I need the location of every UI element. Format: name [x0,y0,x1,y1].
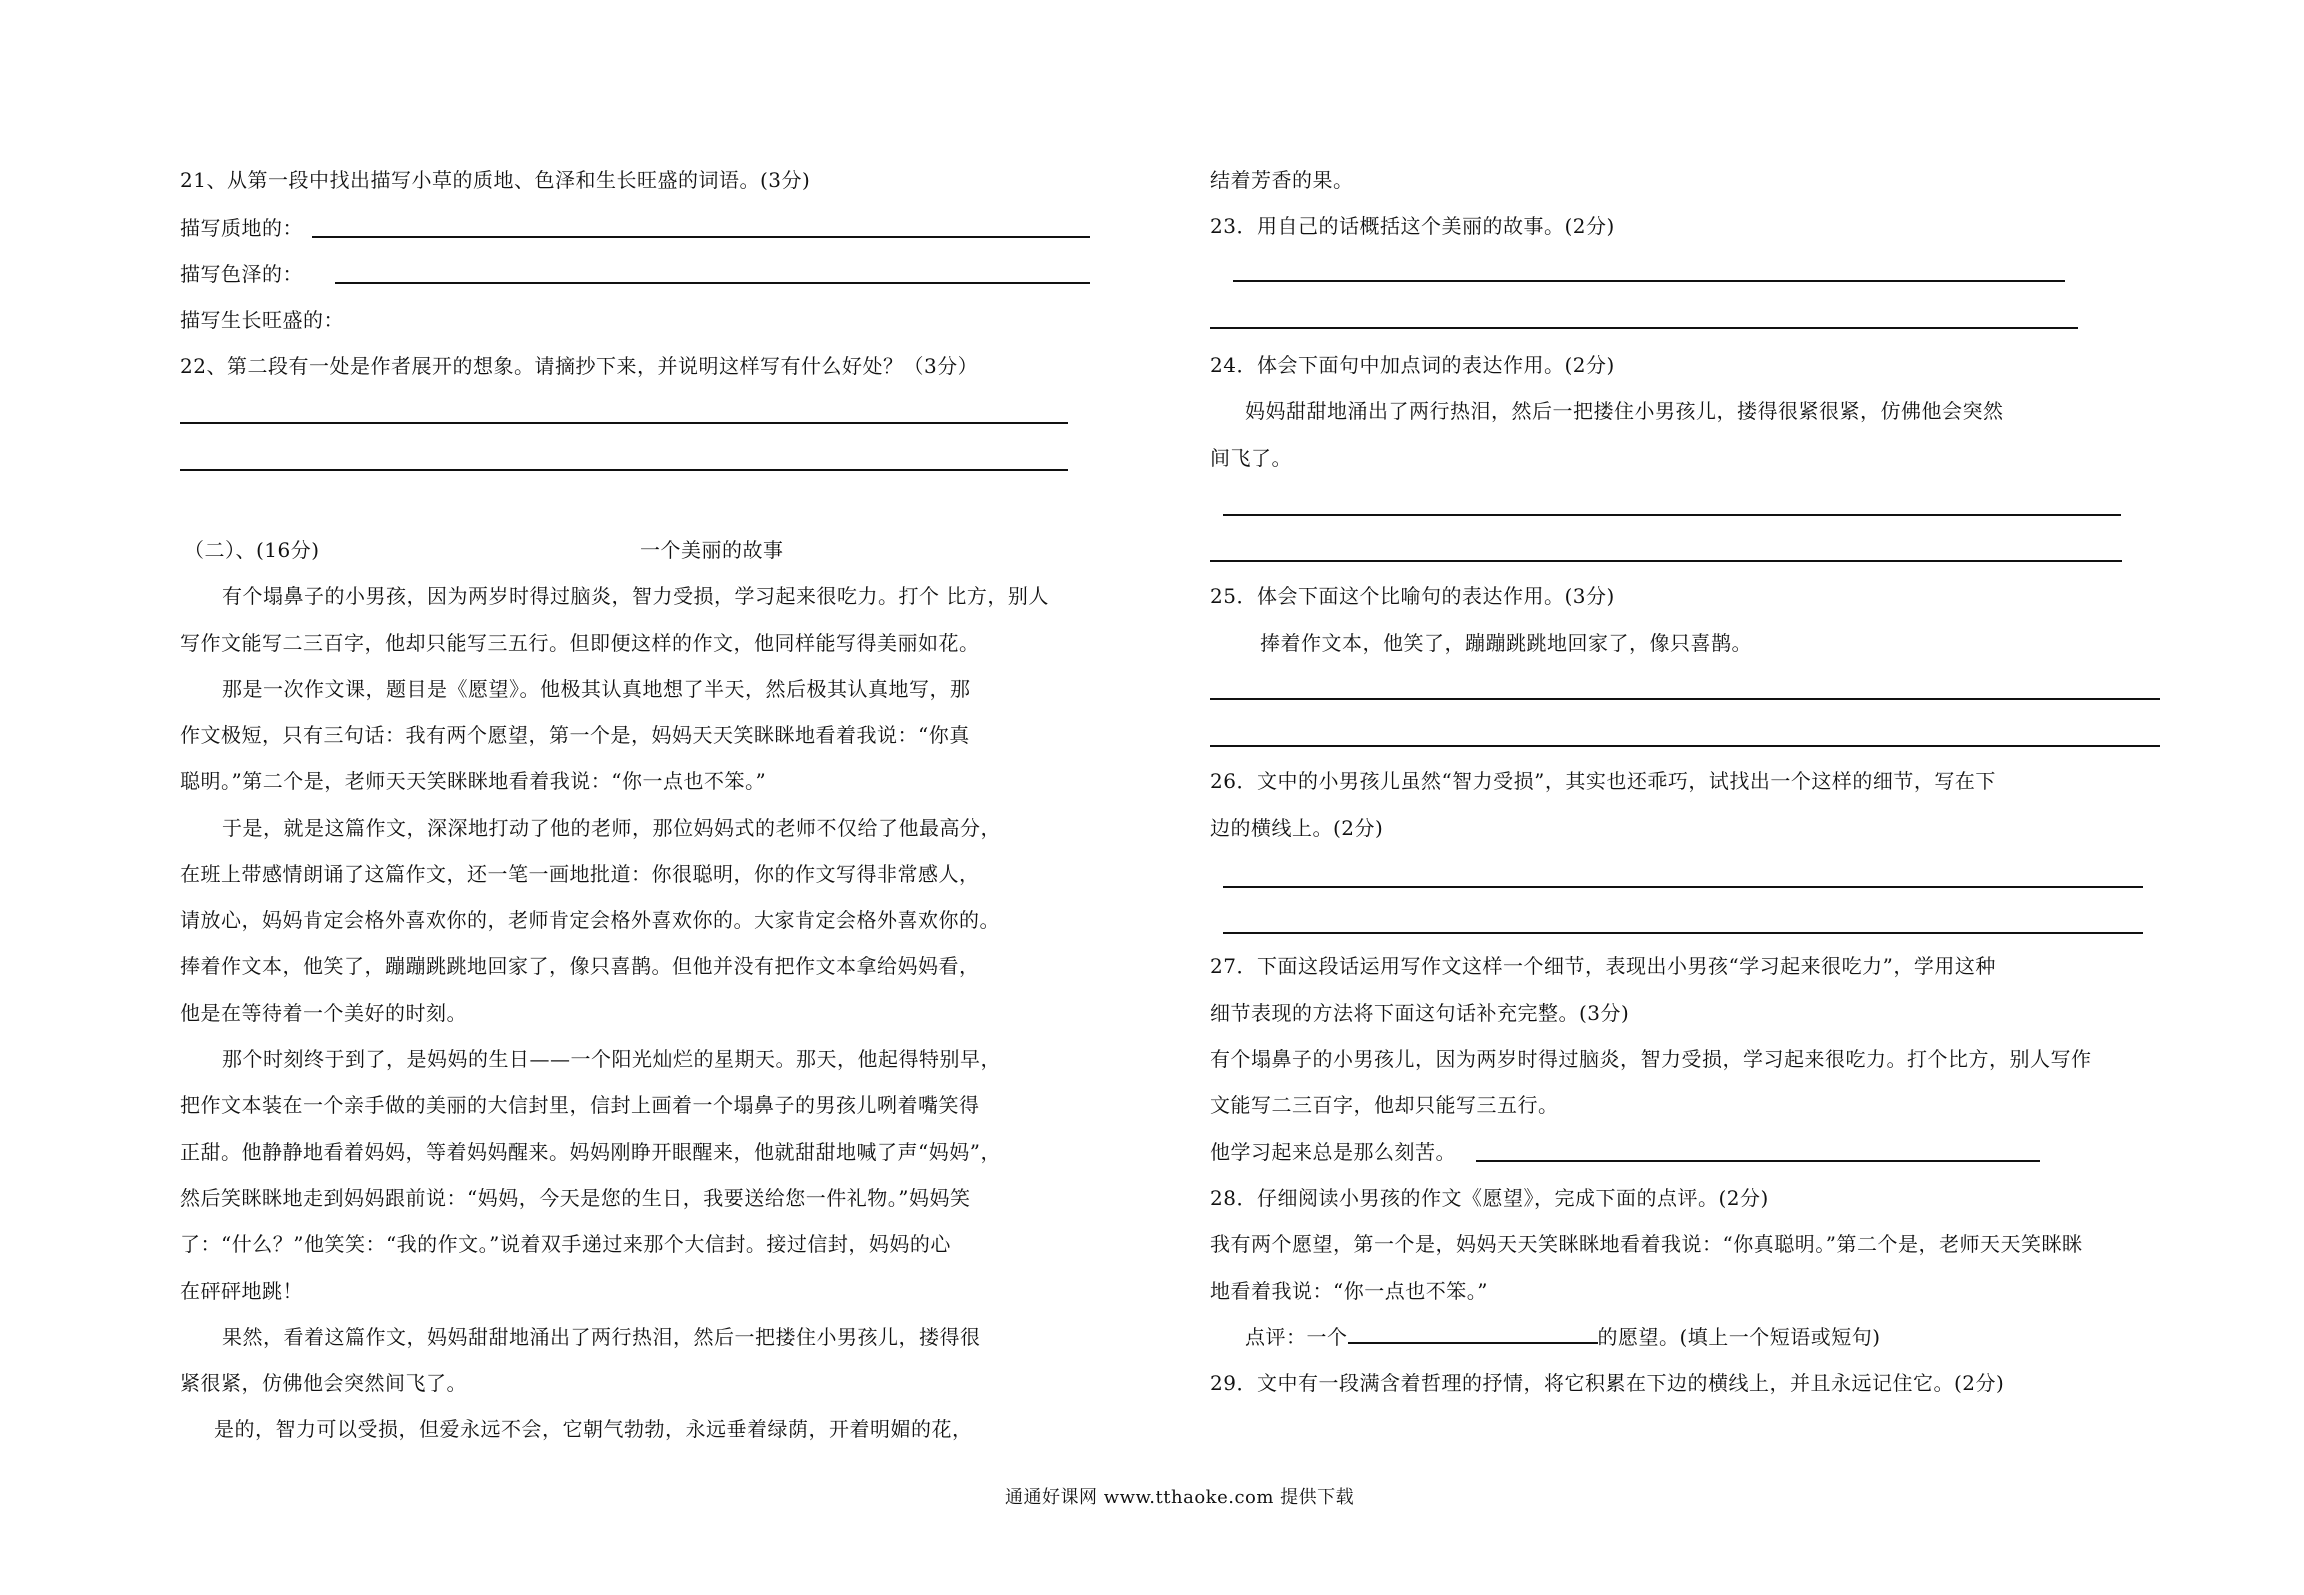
q27-question-line-1: 27．下面这段话运用写作文这样一个细节，表现出小男孩“学习起来很吃力”，学用这种 [1210,954,1996,978]
q26-answer-line-2[interactable] [1223,932,2143,934]
q24-question: 24．体会下面句中加点词的表达作用。(2分) [1210,353,1615,377]
q27-passage-line-2: 文能写二三百字，他却只能写三五行。 [1210,1093,1559,1117]
q27-question-line-2: 细节表现的方法将下面这句话补充完整。(3分) [1210,1001,1630,1025]
story-line: 了：“什么？”他笑笑：“我的作文。”说着双手递过来那个大信封。接过信封，妈妈的心 [180,1232,951,1256]
story-line: 于是，就是这篇作文，深深地打动了他的老师，那位妈妈式的老师不仅给了他最高分， [222,816,1001,840]
story-line: 然后笑眯眯地走到妈妈跟前说：“妈妈，今天是您的生日，我要送给您一件礼物。”妈妈笑 [180,1186,971,1210]
story-continuation: 结着芳香的果。 [1210,168,1354,192]
q21-answer-line-color[interactable] [335,282,1090,284]
q21-question: 21、从第一段中找出描写小草的质地、色泽和生长旺盛的词语。(3分) [180,168,811,192]
q26-answer-line-1[interactable] [1223,886,2143,888]
story-line: 作文极短，只有三句话：我有两个愿望，第一个是，妈妈天天笑眯眯地看着我说：“你真 [180,723,970,747]
q24-answer-line-2[interactable] [1210,560,2122,562]
q23-question: 23．用自己的话概括这个美丽的故事。(2分) [1210,214,1615,238]
q25-answer-line-2[interactable] [1210,745,2160,747]
q21-answer-line-texture[interactable] [312,236,1090,238]
q21-label-texture: 描写质地的： [180,216,303,240]
q23-answer-line-1[interactable] [1233,280,2065,282]
story-line: 写作文能写二三百字，他却只能写三五行。但即便这样的作文，他同样能写得美丽如花。 [180,631,980,655]
q22-answer-line-1[interactable] [180,422,1068,424]
story-line: 紧很紧，仿佛他会突然间飞了。 [180,1371,467,1395]
story-line: 果然，看着这篇作文，妈妈甜甜地涌出了两行热泪，然后一把搂住小男孩儿，搂得很 [222,1325,981,1349]
section2-label: （二）、(16分) [184,538,320,562]
q26-question-line-2: 边的横线上。(2分) [1210,816,1384,840]
footer-credit: 通通好课网 www.tthaoke.com 提供下载 [1005,1487,1355,1508]
q24-quote-line-2: 间飞了。 [1210,446,1292,470]
q28-essay-line-2: 地看着我说：“你一点也不笨。” [1210,1279,1488,1303]
q27-sentence-stem: 他学习起来总是那么刻苦。 [1210,1140,1456,1164]
q21-label-color: 描写色泽的： [180,262,303,286]
q26-question-line-1: 26．文中的小男孩儿虽然“智力受损”，其实也还乖巧，试找出一个这样的细节，写在下 [1210,769,1996,793]
q21-label-growth: 描写生长旺盛的： [180,308,344,332]
q27-passage-line-1: 有个塌鼻子的小男孩儿，因为两岁时得过脑炎，智力受损，学习起来很吃力。打个比方，别人写作 [1210,1047,2092,1071]
story-line: 是的，智力可以受损，但爱永远不会，它朝气勃勃，永远垂着绿荫，开着明媚的花， [214,1417,973,1441]
q28-comment-prefix: 点评：一个 [1245,1325,1348,1349]
q25-question: 25．体会下面这个比喻句的表达作用。(3分) [1210,584,1615,608]
story-line: 在班上带感情朗诵了这篇作文，还一笔一画地批道：你很聪明，你的作文写得非常感人， [180,862,980,886]
story-line: 聪明。”第二个是，老师天天笑眯眯地看着我说：“你一点也不笨。” [180,769,767,793]
q28-comment [1245,1323,1881,1351]
q28-essay-line-1: 我有两个愿望，第一个是，妈妈天天笑眯眯地看着我说：“你真聪明。”第二个是，老师天天笑眯眯 [1210,1232,2083,1256]
q27-answer-line[interactable] [1476,1160,2040,1162]
q25-answer-line-1[interactable] [1210,698,2160,700]
q28-comment-blank[interactable] [1348,1324,1598,1344]
q24-answer-line-1[interactable] [1223,514,2121,516]
story-line: 有个塌鼻子的小男孩，因为两岁时得过脑炎，智力受损，学习起来很吃力。打个 比方，别人 [222,584,1049,608]
story-line: 捧着作文本，他笑了，蹦蹦跳跳地回家了，像只喜鹊。但他并没有把作文本拿给妈妈看， [180,954,980,978]
q28-comment-suffix: 的愿望。(填上一个短语或短句) [1597,1325,1881,1349]
q25-quote: 捧着作文本，他笑了，蹦蹦跳跳地回家了，像只喜鹊。 [1260,631,1752,655]
q28-question: 28．仔细阅读小男孩的作文《愿望》，完成下面的点评。(2分) [1210,1186,1769,1210]
story-line: 他是在等待着一个美好的时刻。 [180,1001,467,1025]
q29-question: 29．文中有一段满含着哲理的抒情，将它积累在下边的横线上，并且永远记住它。(2分) [1210,1371,2005,1395]
story-line: 正甜。他静静地看着妈妈，等着妈妈醒来。妈妈刚睁开眼醒来，他就甜甜地喊了声“妈妈”， [180,1140,1001,1164]
q22-question: 22、第二段有一处是作者展开的想象。请摘抄下来，并说明这样写有什么好处？（3分） [180,354,979,378]
q22-answer-line-2[interactable] [180,469,1068,471]
story-line: 把作文本装在一个亲手做的美丽的大信封里，信封上画着一个塌鼻子的男孩儿咧着嘴笑得 [180,1093,980,1117]
story-line: 在砰砰地跳！ [180,1279,303,1303]
story-line: 那是一次作文课，题目是《愿望》。他极其认真地想了半天，然后极其认真地写，那 [222,677,971,701]
q24-quote-line-1: 妈妈甜甜地涌出了两行热泪，然后一把搂住小男孩儿，搂得很紧很紧，仿佛他会突然 [1245,399,2004,423]
story-line: 那个时刻终于到了，是妈妈的生日——一个阳光灿烂的星期天。那天，他起得特别早， [222,1047,1001,1071]
story-title: 一个美丽的故事 [640,538,784,562]
story-line: 请放心，妈妈肯定会格外喜欢你的，老师肯定会格外喜欢你的。大家肯定会格外喜欢你的。 [180,908,1000,932]
q23-answer-line-2[interactable] [1210,327,2078,329]
